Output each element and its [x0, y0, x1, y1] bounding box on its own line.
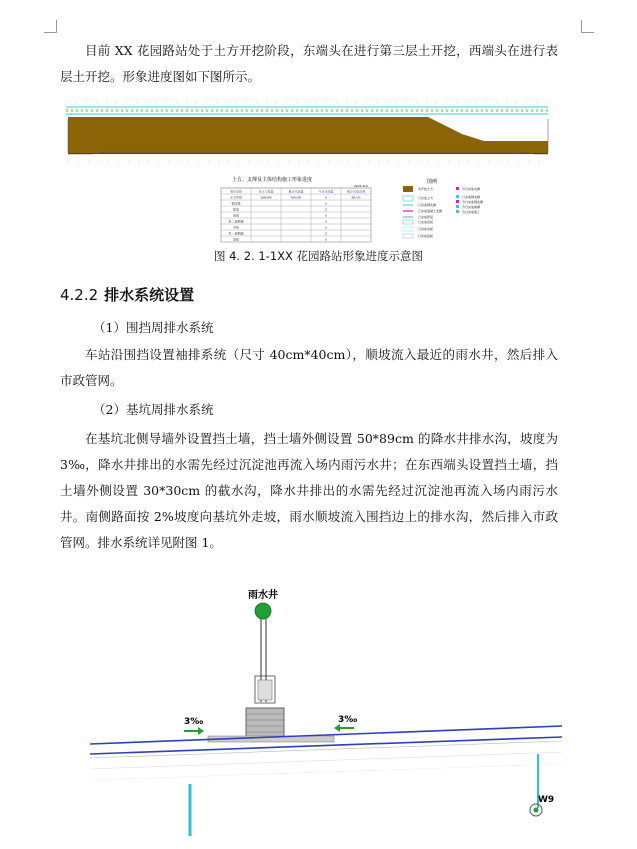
slope-label-left: 3‰ — [184, 717, 204, 727]
well-w9-label: W9 — [538, 795, 555, 805]
table-title: 土方、支撑及主体结构施工形象进度 — [231, 177, 313, 183]
legend-label-right: 已完成钢支撑 — [462, 195, 481, 199]
legend-title: 图例 — [427, 179, 438, 185]
table-cell: 今日完成量 — [318, 189, 334, 194]
subheading-pit-drainage: （2）基坑周排水系统 — [93, 402, 214, 417]
legend-label: 未开挖土方 — [418, 187, 434, 191]
legend-label: 已完成钢支撑 — [418, 203, 437, 207]
table-cell: 0 — [325, 225, 327, 230]
legend-label-right: 今日完成换撑 — [462, 205, 481, 209]
table-cell: 0 — [325, 207, 327, 212]
margin-mark-top-right — [581, 20, 594, 33]
unexcavated-soil — [68, 117, 548, 153]
section-number: 4.2.2 — [60, 286, 99, 304]
section-title: 排水系统设置 — [104, 286, 195, 304]
table-cell: 负二层侧墙 — [228, 219, 244, 224]
paragraph-pit-drainage: 在基坑北侧导墙外设置挡土墙，挡土墙外侧设置 50*89cm 的降水井排水沟，坡度为 3‰，降水井排出的水需先经过沉淀池再流入场内雨污水井；在东西端头设置挡土墙，挡土墙外侧设置 30*30cm 的截水沟，降水井排出的水需先经过沉淀池再流入场内雨污水井。南侧路面按 2%坡度向基坑外走坡，雨水顺坡流入围挡边上的排水沟，然后排入市政管网。排水系统详见附图 1。 — [60, 431, 558, 550]
slope-arrow-right — [334, 724, 354, 732]
paragraph-progress: 目前 XX 花园路站处于土方开挖阶段，东端头在进行第三层土开挖，西端头在进行表层土开挖。形象进度图如下图所示。 — [60, 43, 558, 84]
legend-label-right: 今日完成施工 — [462, 210, 481, 214]
sedimentation-tank — [246, 708, 284, 738]
table-cell: 顶板 — [232, 237, 240, 242]
table-cell: 0 — [325, 219, 327, 224]
legend — [403, 178, 483, 238]
table-cell: 168395 — [260, 195, 272, 200]
table-cell: 累计完成比例 — [346, 189, 366, 194]
slope-arrow-left — [184, 727, 204, 735]
legend-label-right: 今日完成钢支撑 — [462, 200, 484, 204]
legend-label-right: 今日完成支撑 — [462, 187, 481, 191]
table-cell: 38.1% — [351, 195, 361, 200]
legend-swatch-floor — [403, 220, 413, 224]
legend-label: 已完成底板 — [418, 220, 434, 224]
table-cell: 64158 — [291, 195, 301, 200]
rain-well-label: 雨水井 — [248, 590, 278, 601]
figure-caption: 图 4. 2. 1-1XX 花园路站形象进度示意图 — [213, 249, 424, 263]
rain-well-icon — [255, 603, 271, 619]
table-cell: 项目名称 — [229, 189, 243, 194]
progress-table — [221, 176, 371, 242]
table-cell: 0 — [325, 237, 327, 242]
paragraph-fence-drainage: 车站沿围挡设置袖排系统（尺寸 40cm*40cm），顺坡流入最近的雨水井，然后排入市政管网。 — [60, 347, 558, 388]
table-date: 2021-6-4 — [354, 184, 368, 188]
table-cell: 设计工程量 — [258, 189, 274, 194]
table-cell: 土方开挖 — [229, 195, 243, 200]
legend-swatch-mid — [403, 227, 413, 231]
legend-swatch-soil — [403, 186, 413, 192]
subheading-fence-drainage: （1）围挡周排水系统 — [93, 320, 214, 335]
slope-label-right: 3‰ — [338, 715, 358, 725]
table-cell: 0 — [325, 231, 327, 236]
table-cell: 垫层 — [232, 207, 240, 212]
progress-diagram — [62, 96, 552, 248]
table-cell: 负一层侧墙 — [228, 231, 244, 236]
soil-bottom-line — [68, 153, 548, 154]
table-cell: 0 — [325, 213, 327, 218]
table-cell: 中板 — [232, 225, 240, 230]
drainage-diagram — [86, 584, 566, 844]
table-cell: 钢支撑 — [231, 201, 241, 206]
table-cell: 累计完成量 — [288, 189, 304, 194]
legend-label: 已完成混凝土支撑 — [418, 209, 443, 213]
legend-label: 已完成顶板 — [418, 234, 434, 238]
legend-label: 已完成垫层 — [418, 215, 434, 219]
legend-label: 已完成土方 — [418, 196, 434, 200]
section-heading — [60, 284, 194, 305]
margin-mark-top-left — [44, 20, 57, 33]
table-cell: 底板 — [232, 213, 240, 218]
table-cell: 0 — [325, 201, 327, 206]
legend-swatch-excavated — [403, 196, 413, 201]
table-cell: 0 — [325, 195, 327, 200]
legend-label: 已完成中板 — [418, 227, 434, 231]
legend-swatch-roof — [403, 234, 413, 238]
